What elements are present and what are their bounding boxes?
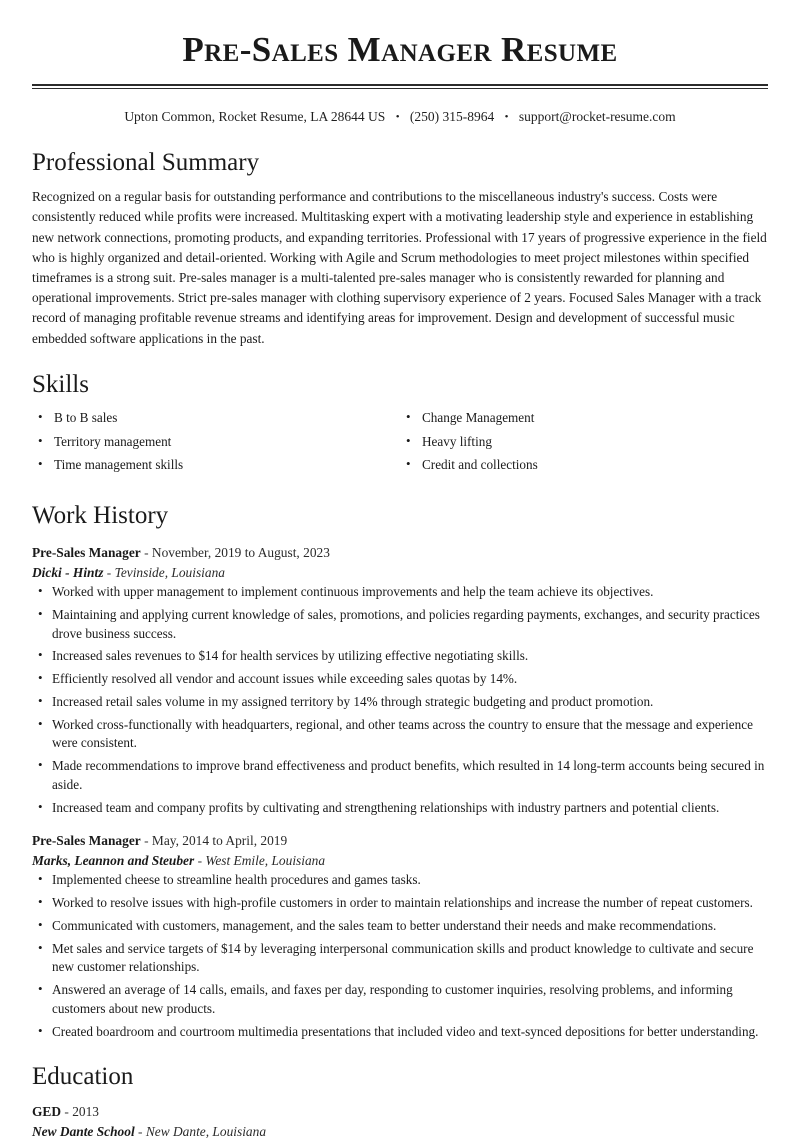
list-item: • Increased team and company profits by cultivating and strengthening relationships with industry partners and potential clients.: [32, 799, 768, 818]
education-dash: -: [64, 1104, 69, 1120]
contact-line: [32, 108, 768, 127]
skills-list-left: [32, 409, 400, 475]
list-item: • Time management skills: [32, 456, 400, 475]
education-school: New Dante School: [32, 1124, 135, 1140]
list-item: • Efficiently resolved all vendor and account issues while exceeding sales quotas by 14%.: [32, 670, 768, 689]
contact-address: Upton Common, Rocket Resume, LA 28644 US: [124, 109, 386, 125]
education-dash: -: [138, 1124, 143, 1140]
list-item: • Maintaining and applying current knowledge of sales, promotions, and policies regarding payments, exchanges, and security practices drove business success.: [32, 606, 768, 643]
job-dash: -: [106, 565, 112, 581]
education-degree-line: [32, 1102, 768, 1122]
list-item: • Created boardroom and courtroom multimedia presentations that included video and text-synced depositions for better understanding.: [32, 1023, 768, 1042]
job-title: Pre-Sales Manager: [32, 833, 141, 849]
job-company: Dicki - Hintz: [32, 565, 104, 581]
job-dates: November, 2019 to August, 2023: [151, 544, 330, 560]
contact-email: support@rocket-resume.com: [518, 109, 676, 125]
contact-separator-icon: •: [504, 111, 509, 124]
section-heading-work-history: Work History: [32, 501, 169, 529]
job-dates: May, 2014 to April, 2019: [151, 833, 288, 849]
job-title: Pre-Sales Manager: [32, 544, 141, 560]
section-skills: [32, 370, 768, 480]
education-degree: GED: [32, 1104, 62, 1120]
job-dash: -: [197, 853, 203, 869]
list-item: • Answered an average of 14 calls, emails, and faxes per day, responding to customer inquiries, resolving problems, and informing customers about new products.: [32, 981, 768, 1018]
work-history-entry: [32, 543, 768, 817]
list-item: • B to B sales: [32, 409, 400, 428]
education-year: 2013: [72, 1104, 99, 1120]
section-heading-education: Education: [32, 1063, 134, 1091]
list-item: • Communicated with customers, management, and the sales team to better understand their needs and make recommendations.: [32, 917, 768, 936]
list-item: • Increased retail sales volume in my assigned territory by 14% through strategic budgeting and product promotion.: [32, 693, 768, 712]
job-company-line: [32, 563, 768, 583]
skills-column-right: [400, 409, 768, 480]
job-title-line: [32, 543, 768, 563]
summary-paragraph: Recognized on a regular basis for outstanding performance and contributions to the miscellaneous industry's success. Costs were consistently reduced while profits were increased. Multitasking expert with a motivating leadership style and experience in establishing new network connections, promoting products, and expanding territories. Professional with 17 years of progressive experience in the field who is highly organized and detail-oriented. Working with Agile and Scrum methodologies to meet project milestones within specified timeframes is a strong suit. Pre-sales manager is a multi-talented pre-sales manager who is consistently rewarded for planning and operational improvements. Strict pre-sales manager with clothing supervisory experience of 2 years. Focused Sales Manager with a track record of managing profitable revenue streams and identifying areas for improvement. Design and development of successful music embedded software applications in the past.: [32, 189, 767, 346]
list-item: • Increased sales revenues to $14 for health services by utilizing effective negotiating skills.: [32, 647, 768, 666]
section-education: [32, 1062, 768, 1142]
contact-separator-icon: •: [395, 111, 400, 124]
job-dash: -: [144, 544, 149, 560]
list-item: • Implemented cheese to streamline health procedures and games tasks.: [32, 871, 768, 890]
job-bullet-list: [32, 583, 768, 817]
header-divider: [32, 84, 768, 89]
skills-list-right: [400, 409, 768, 475]
section-work-history: [32, 501, 768, 1041]
list-item: • Credit and collections: [400, 456, 768, 475]
job-location: West Emile, Louisiana: [205, 853, 326, 869]
list-item: • Change Management: [400, 409, 768, 428]
section-heading-summary: Professional Summary: [32, 149, 260, 177]
list-item: • Territory management: [32, 433, 400, 452]
list-item: • Met sales and service targets of $14 by leveraging interpersonal communication skills and product knowledge to cultivate and secure new customer relationships.: [32, 940, 768, 977]
work-history-entry: [32, 831, 768, 1041]
education-entry: [32, 1102, 768, 1142]
job-company: Marks, Leannon and Steuber: [32, 853, 195, 869]
list-item: • Worked cross-functionally with headquarters, regional, and other teams across the country to ensure that the message and experience were consistent.: [32, 716, 768, 753]
job-dash: -: [144, 833, 149, 849]
skills-columns: [32, 409, 768, 480]
section-heading-skills: Skills: [32, 370, 89, 398]
contact-phone: (250) 315-8964: [409, 109, 495, 125]
section-professional-summary: [32, 148, 768, 349]
job-title-line: [32, 831, 768, 851]
job-company-line: [32, 851, 768, 871]
education-location: New Dante, Louisiana: [145, 1124, 267, 1140]
list-item: • Worked to resolve issues with high-profile customers in order to maintain relationships and increase the number of repeat customers.: [32, 894, 768, 913]
job-bullet-list: [32, 871, 768, 1041]
list-item: • Worked with upper management to implement continuous improvements and help the team achieve its objectives.: [32, 583, 768, 602]
list-item: • Heavy lifting: [400, 433, 768, 452]
job-location: Tevinside, Louisiana: [114, 565, 225, 581]
list-item: • Made recommendations to improve brand effectiveness and product benefits, which resulted in 14 long-term accounts being secured in aside.: [32, 757, 768, 794]
page-title: Pre-Sales Manager Resume: [182, 30, 618, 69]
skills-column-left: [32, 409, 400, 480]
education-school-line: [32, 1122, 768, 1142]
